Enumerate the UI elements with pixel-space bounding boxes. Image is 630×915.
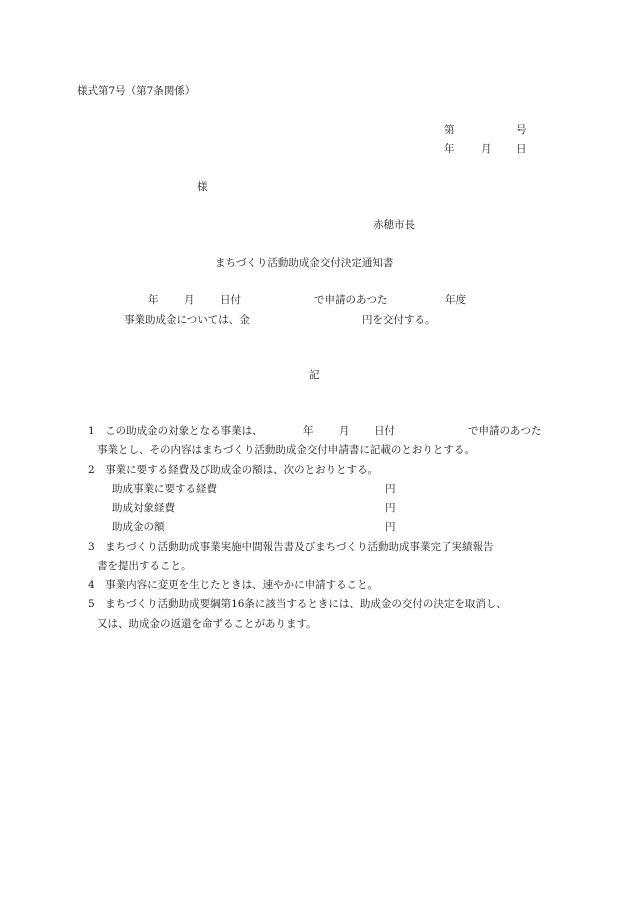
- item1-applied: で申請のあつた: [468, 425, 542, 437]
- item3-text: 3 まちづくり活動助成事業実施中間報告書及びまちづくり活動助成事業完了実績報告: [88, 541, 494, 553]
- expense-total-unit: 円: [385, 483, 396, 495]
- addressee-honorific: 様: [197, 181, 208, 193]
- item2-text: 2 事業に要する経費及び助成金の額は、次のとおりとする。: [88, 464, 379, 476]
- body-year: 年: [148, 294, 159, 306]
- body-fiscal-year: 年度: [445, 294, 466, 306]
- item4-text: 4 事業内容に変更を生じたときは、速やかに申請すること。: [88, 579, 379, 591]
- grant-amount-label: 助成金の額: [112, 521, 165, 533]
- body-day: 日付: [220, 294, 241, 306]
- item1-month: 月: [339, 425, 350, 437]
- body-grant-amount-suffix: 円を交付する。: [362, 314, 436, 326]
- eligible-expense-unit: 円: [385, 502, 396, 514]
- item5-text: 5 まちづくり活動助成要綱第16条に該当するときには、助成金の交付の決定を取消し、: [88, 598, 507, 610]
- issue-date-day: 日: [516, 143, 527, 155]
- document-number-prefix: 第: [444, 124, 455, 136]
- grant-amount-unit: 円: [385, 521, 396, 533]
- body-grant-amount-label: 事業助成金については、金: [124, 314, 250, 326]
- ki-heading: 記: [309, 369, 320, 381]
- item1-continuation: 事業とし、その内容はまちづくり活動助成金交付申請書に記載のとおりとする。: [97, 444, 475, 456]
- issuer-name: 赤穂市長: [373, 219, 415, 231]
- issue-date-month: 月: [481, 143, 492, 155]
- issue-date-year: 年: [444, 143, 455, 155]
- document-number-suffix: 号: [516, 124, 527, 136]
- item1-day: 日付: [374, 425, 395, 437]
- eligible-expense-label: 助成対象経費: [112, 502, 175, 514]
- document-title: まちづくり活動助成金交付決定通知書: [215, 257, 394, 269]
- body-month: 月: [184, 294, 195, 306]
- item3-continuation: 書を提出すること。: [97, 560, 192, 572]
- body-applied: で申請のあつた: [314, 294, 388, 306]
- item1-year: 年: [303, 425, 314, 437]
- item5-continuation: 又は、助成金の返還を命ずることがあります。: [97, 618, 317, 630]
- expense-total-label: 助成事業に要する経費: [112, 483, 217, 495]
- item1-text: 1 この助成金の対象となる事業は、: [88, 425, 263, 437]
- form-number-label: 様式第7号（第7条関係）: [77, 85, 196, 97]
